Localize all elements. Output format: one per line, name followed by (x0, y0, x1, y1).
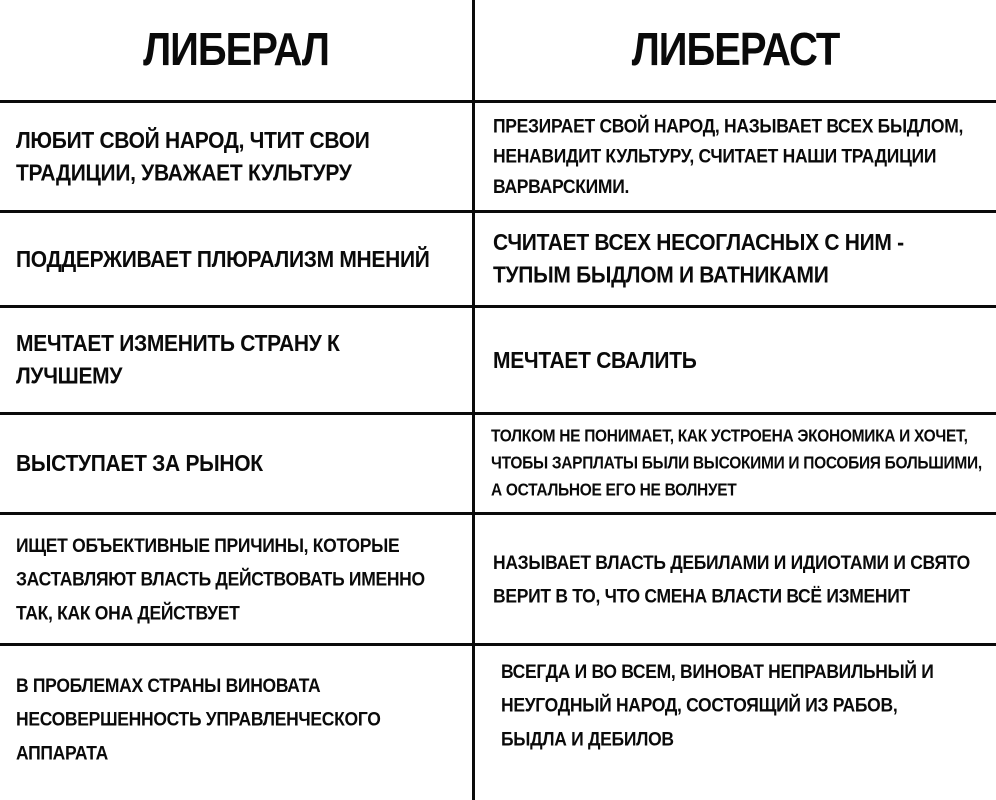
header-liberal-text: ЛИБЕРАЛ (143, 24, 329, 75)
row-1-left-cell (0, 103, 472, 210)
row-5-left-cell (0, 515, 472, 643)
header-liberast-text: ЛИБЕРАСТ (631, 24, 840, 75)
row-5-left-text: ИЩЕТ ОБЪЕКТИВНЫЕ ПРИЧИНЫ, КОТОРЫЕ ЗАСТАВЛЯЮТ ВЛАСТЬ ДЕЙСТВОВАТЬ ИМЕННО ТАК, КАК ОНА ДЕЙСТВУЕТ (16, 534, 425, 624)
header-liberal (0, 0, 472, 108)
row-3-right-text: МЕЧТАЕТ СВАЛИТЬ (493, 347, 697, 373)
row-2-right-text: СЧИТАЕТ ВСЕХ НЕСОГЛАСНЫХ С НИМ - ТУПЫМ БЫДЛОМ И ВАТНИКАМИ (493, 229, 904, 289)
row-3-right-cell (475, 308, 996, 412)
row-6-right-cell (475, 646, 996, 800)
row-5-right-text: НАЗЫВАЕТ ВЛАСТЬ ДЕБИЛАМИ И ИДИОТАМИ И СВЯТО ВЕРИТ В ТО, ЧТО СМЕНА ВЛАСТИ ВСЁ ИЗМЕНИТ (493, 551, 970, 607)
row-2-left-cell (0, 213, 472, 305)
row-2-left-text: ПОДДЕРЖИВАЕТ ПЛЮРАЛИЗМ МНЕНИЙ (16, 246, 430, 272)
row-2-right-cell (475, 213, 996, 305)
row-1-right-text: ПРЕЗИРАЕТ СВОЙ НАРОД, НАЗЫВАЕТ ВСЕХ БЫДЛОМ, НЕНАВИДИТ КУЛЬТУРУ, СЧИТАЕТ НАШИ ТРАДИЦИИ ВАРВАРСКИМИ. (493, 114, 964, 198)
row-4-left-cell (0, 415, 472, 512)
row-4-left-text: ВЫСТУПАЕТ ЗА РЫНОК (16, 450, 263, 477)
row-4-right-cell (475, 415, 996, 512)
row-6-left-text: В ПРОБЛЕМАХ СТРАНЫ ВИНОВАТА НЕСОВЕРШЕННОСТЬ УПРАВЛЕНЧЕСКОГО АППАРАТА (16, 674, 381, 764)
row-5-right-cell (475, 515, 996, 643)
row-3-left-cell (0, 308, 472, 412)
row-3-left-text: МЕЧТАЕТ ИЗМЕНИТЬ СТРАНУ К ЛУЧШЕМУ (16, 330, 340, 390)
header-liberast (475, 0, 996, 108)
row-6-right-text: ВСЕГДА И ВО ВСЕМ, ВИНОВАТ НЕПРАВИЛЬНЫЙ И НЕУГОДНЫЙ НАРОД, СОСТОЯЩИЙ ИЗ РАБОВ, БЫДЛА И ДЕБИЛОВ (501, 660, 934, 750)
row-1-right-cell (475, 103, 996, 210)
row-6-left-cell (0, 646, 472, 800)
row-4-right-text: ТОЛКОМ НЕ ПОНИМАЕТ, КАК УСТРОЕНА ЭКОНОМИКА И ХОЧЕТ, ЧТОБЫ ЗАРПЛАТЫ БЫЛИ ВЫСОКИМИ И ПОСОБИЯ БОЛЬШИМИ, А ОСТАЛЬНОЕ ЕГО НЕ ВОЛНУЕТ (491, 426, 982, 500)
row-1-left-text: ЛЮБИТ СВОЙ НАРОД, ЧТИТ СВОИ ТРАДИЦИИ, УВАЖАЕТ КУЛЬТУРУ (16, 127, 370, 186)
